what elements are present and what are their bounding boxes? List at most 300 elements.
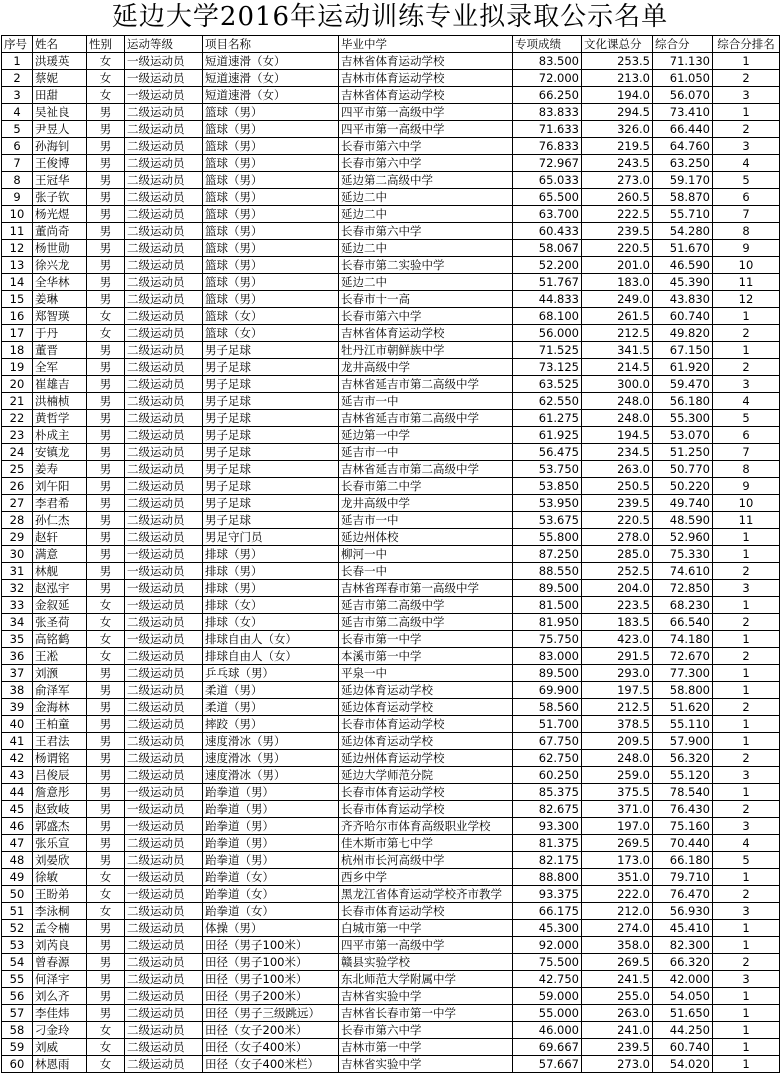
cell-composite-score: 51.250 [653,444,713,461]
cell-high-school: 长春市第六中学 [339,308,513,325]
cell-composite-score: 48.590 [653,512,713,529]
cell-composite-rank: 7 [713,206,780,223]
table-row [2,70,780,87]
cell-sport: 男足守门员 [203,529,339,546]
table-row [2,750,780,767]
cell-name: 李泳桐 [33,903,87,920]
table-row [2,427,780,444]
cell-high-school: 吉林省珲春市第一高级中学 [339,580,513,597]
cell-sport: 篮球（男） [203,104,339,121]
cell-specialty-score: 62.550 [513,393,582,410]
table-row [2,87,780,104]
table-row [2,733,780,750]
cell-sport: 短道速滑（女） [203,70,339,87]
cell-culture-score: 269.5 [582,954,653,971]
cell-serial: 42 [2,750,33,767]
cell-high-school: 长春市第二实验中学 [339,257,513,274]
cell-athlete-level: 二级运动员 [125,733,203,750]
cell-athlete-level: 二级运动员 [125,325,203,342]
cell-composite-rank: 9 [713,478,780,495]
cell-athlete-level: 二级运动员 [125,699,203,716]
cell-serial: 35 [2,631,33,648]
cell-high-school: 吉林省实验中学 [339,988,513,1005]
cell-culture-score: 263.0 [582,461,653,478]
cell-specialty-score: 71.633 [513,121,582,138]
cell-composite-rank: 2 [713,325,780,342]
cell-composite-score: 66.320 [653,954,713,971]
cell-name: 高铭鹤 [33,631,87,648]
cell-composite-rank: 3 [713,971,780,988]
table-row [2,291,780,308]
cell-culture-score: 201.0 [582,257,653,274]
table-row [2,682,780,699]
cell-composite-score: 72.670 [653,648,713,665]
cell-high-school: 龙井高级中学 [339,495,513,512]
cell-serial: 33 [2,597,33,614]
cell-composite-score: 55.710 [653,206,713,223]
cell-specialty-score: 51.700 [513,716,582,733]
cell-composite-score: 74.180 [653,631,713,648]
cell-composite-score: 71.130 [653,53,713,70]
column-header-composite-score: 综合分 [653,36,713,53]
cell-composite-rank: 2 [713,954,780,971]
cell-name: 郑智瑛 [33,308,87,325]
cell-sport: 跆拳道（女） [203,903,339,920]
cell-name: 刘芮良 [33,937,87,954]
cell-gender: 男 [87,818,125,835]
cell-sport: 速度滑冰（男） [203,733,339,750]
cell-high-school: 延边第二高级中学 [339,172,513,189]
column-header-sport: 项目名称 [203,36,339,53]
cell-high-school: 长春市第六中学 [339,1022,513,1039]
cell-athlete-level: 二级运动员 [125,240,203,257]
table-row [2,104,780,121]
cell-culture-score: 248.0 [582,393,653,410]
cell-composite-score: 59.470 [653,376,713,393]
cell-culture-score: 239.5 [582,223,653,240]
cell-name: 赵致岐 [33,801,87,818]
cell-sport: 田径（女子200米） [203,1022,339,1039]
cell-athlete-level: 一级运动员 [125,53,203,70]
cell-athlete-level: 一级运动员 [125,869,203,886]
cell-composite-rank: 8 [713,223,780,240]
cell-serial: 29 [2,529,33,546]
cell-high-school: 延吉市一中 [339,393,513,410]
cell-sport: 篮球（男） [203,257,339,274]
cell-athlete-level: 二级运动员 [125,189,203,206]
cell-gender: 男 [87,716,125,733]
cell-specialty-score: 93.375 [513,886,582,903]
cell-name: 蔡妮 [33,70,87,87]
table-row [2,189,780,206]
cell-high-school: 吉林省长春市第一中学 [339,1005,513,1022]
cell-sport: 田径（男子200米） [203,988,339,1005]
cell-composite-rank: 10 [713,257,780,274]
cell-specialty-score: 44.833 [513,291,582,308]
cell-serial: 6 [2,138,33,155]
cell-name: 洪楠桢 [33,393,87,410]
cell-composite-rank: 1 [713,1056,780,1073]
cell-name: 全华林 [33,274,87,291]
table-row [2,801,780,818]
cell-culture-score: 222.5 [582,206,653,223]
cell-name: 孟令楠 [33,920,87,937]
cell-sport: 体操（男） [203,920,339,937]
cell-specialty-score: 52.200 [513,257,582,274]
cell-gender: 男 [87,291,125,308]
cell-high-school: 长春市十一高 [339,291,513,308]
cell-specialty-score: 53.675 [513,512,582,529]
table-row [2,121,780,138]
cell-composite-score: 64.760 [653,138,713,155]
cell-sport: 男子足球 [203,427,339,444]
cell-specialty-score: 60.250 [513,767,582,784]
table-row [2,988,780,1005]
cell-culture-score: 253.5 [582,53,653,70]
cell-high-school: 吉林省实验中学 [339,1056,513,1073]
cell-culture-score: 212.5 [582,325,653,342]
cell-high-school: 长春一中 [339,563,513,580]
cell-gender: 男 [87,750,125,767]
cell-composite-rank: 2 [713,886,780,903]
cell-high-school: 吉林市体育运动学校 [339,70,513,87]
table-row [2,665,780,682]
cell-athlete-level: 二级运动员 [125,614,203,631]
cell-culture-score: 341.5 [582,342,653,359]
cell-sport: 男子足球 [203,342,339,359]
cell-serial: 18 [2,342,33,359]
cell-serial: 2 [2,70,33,87]
cell-athlete-level: 二级运动员 [125,342,203,359]
cell-sport: 篮球（女） [203,308,339,325]
table-row [2,240,780,257]
cell-high-school: 吉林省体育运动学校 [339,87,513,104]
cell-high-school: 延边州体校 [339,529,513,546]
cell-composite-rank: 4 [713,155,780,172]
cell-high-school: 四平市第一高级中学 [339,121,513,138]
cell-sport: 柔道（男） [203,699,339,716]
cell-gender: 男 [87,172,125,189]
cell-sport: 篮球（女） [203,325,339,342]
cell-high-school: 长春市第六中学 [339,223,513,240]
cell-composite-rank: 1 [713,920,780,937]
cell-culture-score: 241.5 [582,971,653,988]
table-row [2,954,780,971]
cell-culture-score: 197.0 [582,818,653,835]
cell-gender: 男 [87,1005,125,1022]
cell-composite-rank: 11 [713,512,780,529]
cell-composite-score: 43.830 [653,291,713,308]
cell-composite-score: 58.870 [653,189,713,206]
cell-gender: 女 [87,1022,125,1039]
cell-specialty-score: 56.000 [513,325,582,342]
cell-gender: 女 [87,1056,125,1073]
cell-serial: 60 [2,1056,33,1073]
cell-gender: 女 [87,325,125,342]
cell-athlete-level: 二级运动员 [125,410,203,427]
cell-gender: 男 [87,937,125,954]
table-row [2,818,780,835]
cell-composite-score: 50.220 [653,478,713,495]
cell-specialty-score: 58.560 [513,699,582,716]
cell-composite-score: 45.390 [653,274,713,291]
cell-composite-score: 54.050 [653,988,713,1005]
cell-athlete-level: 二级运动员 [125,291,203,308]
cell-gender: 女 [87,869,125,886]
cell-name: 林舰 [33,563,87,580]
table-row [2,138,780,155]
page-title: 延边大学2016年运动训练专业拟录取公示名单 [111,2,669,32]
cell-specialty-score: 73.125 [513,359,582,376]
cell-name: 崔雄吉 [33,376,87,393]
cell-specialty-score: 51.767 [513,274,582,291]
column-header-specialty-score: 专项成绩 [513,36,582,53]
cell-culture-score: 358.0 [582,937,653,954]
cell-gender: 女 [87,53,125,70]
cell-composite-score: 57.900 [653,733,713,750]
cell-culture-score: 214.5 [582,359,653,376]
table-row [2,580,780,597]
cell-high-school: 延边体育运动学校 [339,733,513,750]
cell-culture-score: 274.0 [582,920,653,937]
cell-specialty-score: 83.500 [513,53,582,70]
table-row [2,920,780,937]
cell-sport: 排球（男） [203,563,339,580]
cell-culture-score: 300.0 [582,376,653,393]
table-row [2,886,780,903]
cell-specialty-score: 85.375 [513,784,582,801]
cell-serial: 34 [2,614,33,631]
cell-athlete-level: 二级运动员 [125,1039,203,1056]
cell-culture-score: 291.5 [582,648,653,665]
cell-sport: 柔道（男） [203,682,339,699]
cell-high-school: 延吉市一中 [339,512,513,529]
cell-sport: 排球（男） [203,580,339,597]
cell-composite-rank: 5 [713,172,780,189]
cell-sport: 田径（男子三级跳远） [203,1005,339,1022]
cell-high-school: 平泉一中 [339,665,513,682]
cell-culture-score: 239.5 [582,495,653,512]
cell-composite-rank: 2 [713,648,780,665]
cell-serial: 7 [2,155,33,172]
cell-composite-rank: 3 [713,87,780,104]
cell-composite-score: 58.800 [653,682,713,699]
cell-specialty-score: 55.800 [513,529,582,546]
cell-composite-rank: 3 [713,376,780,393]
table-row [2,478,780,495]
cell-gender: 男 [87,801,125,818]
cell-athlete-level: 二级运动员 [125,937,203,954]
cell-sport: 田径（男子100米） [203,954,339,971]
cell-sport: 男子足球 [203,478,339,495]
cell-athlete-level: 二级运动员 [125,903,203,920]
cell-specialty-score: 71.525 [513,342,582,359]
cell-specialty-score: 83.000 [513,648,582,665]
cell-name: 张圣荷 [33,614,87,631]
cell-high-school: 长春市体育运动学校 [339,784,513,801]
table-row [2,563,780,580]
cell-composite-score: 56.320 [653,750,713,767]
cell-name: 洪瑗英 [33,53,87,70]
cell-composite-rank: 3 [713,138,780,155]
cell-athlete-level: 二级运动员 [125,444,203,461]
cell-specialty-score: 81.950 [513,614,582,631]
cell-gender: 男 [87,512,125,529]
cell-culture-score: 239.5 [582,1039,653,1056]
cell-culture-score: 269.5 [582,835,653,852]
cell-composite-score: 56.930 [653,903,713,920]
cell-gender: 男 [87,495,125,512]
cell-name: 赵泓宇 [33,580,87,597]
cell-name: 何泽宇 [33,971,87,988]
cell-serial: 23 [2,427,33,444]
table-row [2,359,780,376]
cell-composite-score: 79.710 [653,869,713,886]
cell-specialty-score: 42.750 [513,971,582,988]
cell-specialty-score: 46.000 [513,1022,582,1039]
table-row [2,444,780,461]
cell-serial: 43 [2,767,33,784]
cell-composite-rank: 6 [713,427,780,444]
table-row [2,597,780,614]
cell-composite-score: 51.670 [653,240,713,257]
cell-culture-score: 294.5 [582,104,653,121]
cell-specialty-score: 89.500 [513,580,582,597]
table-row [2,206,780,223]
cell-gender: 男 [87,410,125,427]
cell-high-school: 长春市第六中学 [339,155,513,172]
cell-name: 曾春源 [33,954,87,971]
cell-name: 张子钦 [33,189,87,206]
cell-name: 刘午阳 [33,478,87,495]
table-row [2,937,780,954]
cell-composite-rank: 1 [713,716,780,733]
cell-gender: 男 [87,478,125,495]
column-header-athlete-level: 运动等级 [125,36,203,53]
cell-culture-score: 194.5 [582,427,653,444]
cell-composite-score: 50.770 [653,461,713,478]
cell-specialty-score: 60.433 [513,223,582,240]
cell-high-school: 延边州体育运动学校 [339,750,513,767]
table-row [2,308,780,325]
cell-high-school: 长春市体育运动学校 [339,903,513,920]
cell-name: 刘晏欣 [33,852,87,869]
cell-name: 李佳炜 [33,1005,87,1022]
cell-athlete-level: 一级运动员 [125,886,203,903]
cell-name: 孙海钊 [33,138,87,155]
cell-gender: 男 [87,546,125,563]
cell-specialty-score: 45.300 [513,920,582,937]
cell-high-school: 四平市第一高级中学 [339,937,513,954]
cell-name: 张乐宣 [33,835,87,852]
cell-specialty-score: 92.000 [513,937,582,954]
cell-sport: 跆拳道（女） [203,869,339,886]
cell-specialty-score: 68.100 [513,308,582,325]
cell-composite-score: 60.740 [653,308,713,325]
cell-culture-score: 219.5 [582,138,653,155]
cell-culture-score: 197.5 [582,682,653,699]
cell-composite-rank: 3 [713,767,780,784]
cell-culture-score: 261.5 [582,308,653,325]
cell-culture-score: 263.0 [582,1005,653,1022]
cell-culture-score: 293.0 [582,665,653,682]
cell-name: 王凇 [33,648,87,665]
cell-composite-rank: 7 [713,444,780,461]
cell-serial: 20 [2,376,33,393]
cell-gender: 男 [87,784,125,801]
cell-gender: 男 [87,274,125,291]
cell-name: 董尚奇 [33,223,87,240]
cell-specialty-score: 81.500 [513,597,582,614]
cell-athlete-level: 二级运动员 [125,512,203,529]
cell-sport: 篮球（男） [203,155,339,172]
cell-gender: 男 [87,954,125,971]
cell-name: 刁金玲 [33,1022,87,1039]
cell-specialty-score: 65.500 [513,189,582,206]
cell-athlete-level: 二级运动员 [125,308,203,325]
cell-serial: 15 [2,291,33,308]
cell-gender: 男 [87,342,125,359]
cell-gender: 男 [87,393,125,410]
cell-serial: 12 [2,240,33,257]
cell-composite-rank: 4 [713,393,780,410]
cell-gender: 女 [87,631,125,648]
cell-gender: 女 [87,648,125,665]
cell-culture-score: 249.0 [582,291,653,308]
cell-culture-score: 378.5 [582,716,653,733]
cell-composite-score: 76.470 [653,886,713,903]
cell-gender: 男 [87,563,125,580]
cell-culture-score: 375.5 [582,784,653,801]
cell-specialty-score: 69.900 [513,682,582,699]
column-header-name: 姓名 [33,36,87,53]
cell-name: 徐敏 [33,869,87,886]
cell-specialty-score: 75.500 [513,954,582,971]
cell-sport: 跆拳道（男） [203,852,339,869]
cell-name: 李君希 [33,495,87,512]
cell-name: 朴成主 [33,427,87,444]
cell-gender: 男 [87,257,125,274]
cell-name: 徐兴龙 [33,257,87,274]
table-row [2,971,780,988]
cell-gender: 男 [87,767,125,784]
cell-gender: 男 [87,461,125,478]
cell-sport: 短道速滑（女） [203,53,339,70]
cell-athlete-level: 一级运动员 [125,784,203,801]
cell-specialty-score: 82.175 [513,852,582,869]
cell-composite-rank: 2 [713,121,780,138]
cell-high-school: 延边二中 [339,206,513,223]
cell-composite-score: 51.650 [653,1005,713,1022]
cell-sport: 田径（女子400米） [203,1039,339,1056]
cell-sport: 男子足球 [203,393,339,410]
cell-athlete-level: 二级运动员 [125,257,203,274]
cell-composite-rank: 3 [713,818,780,835]
cell-sport: 男子足球 [203,410,339,427]
table-row [2,376,780,393]
cell-culture-score: 243.5 [582,155,653,172]
cell-culture-score: 252.5 [582,563,653,580]
cell-name: 林恩雨 [33,1056,87,1073]
cell-composite-rank: 9 [713,240,780,257]
cell-name: 俞泽军 [33,682,87,699]
cell-gender: 男 [87,189,125,206]
cell-sport: 男子足球 [203,461,339,478]
cell-gender: 女 [87,614,125,631]
cell-athlete-level: 二级运动员 [125,529,203,546]
cell-specialty-score: 58.067 [513,240,582,257]
cell-serial: 37 [2,665,33,682]
